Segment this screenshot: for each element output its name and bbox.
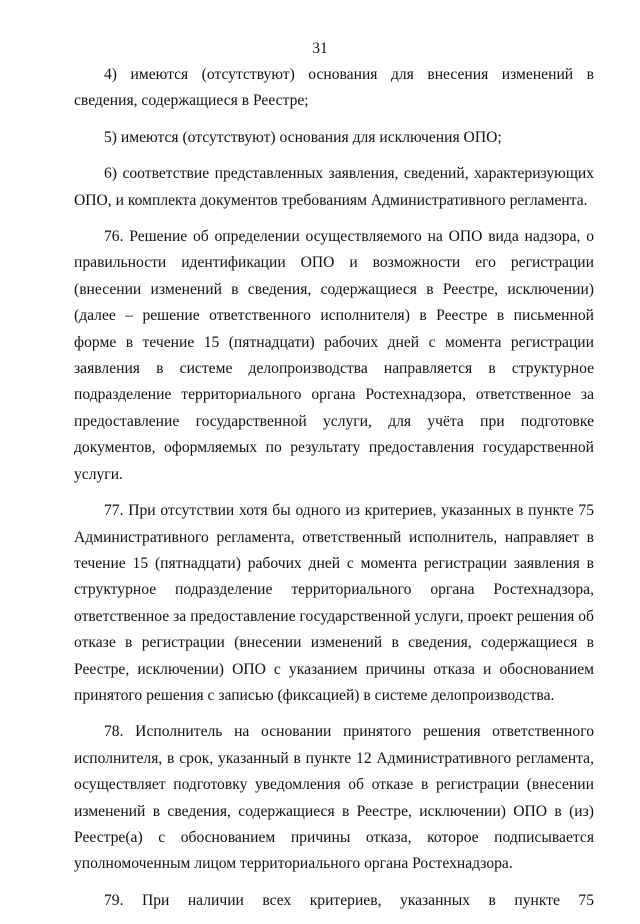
document-body: [74, 62, 594, 924]
paragraph-item-6: 6) соответствие представленных заявления, сведений, характеризующих ОПО, и комплекта документов требованиям Административного регламента.: [74, 165, 594, 209]
paragraph-77: 77. При отсутствии хотя бы одного из критериев, указанных в пункте 75 Административного регламента, ответственный исполнитель, направляет в течение 15 (пятнадцати) рабочих дней с момента регистрации заявления в структурное подразделение территориального органа Ростехнадзора, ответственное за предоставление государственной услуги, проект решения об отказе в регистрации (внесении изменений в сведения, содержащиеся в Реестре, исключении) ОПО с указанием причины отказа и обоснованием принятого решения с записью (фиксацией) в системе делопроизводства.: [74, 502, 594, 704]
paragraph-item-5: 5) имеются (отсутствуют) основания для исключения ОПО;: [104, 128, 502, 146]
page-number: 31: [312, 40, 328, 57]
paragraph-79: 79. При наличии всех критериев, указанных в пункте 75: [104, 891, 594, 909]
paragraph-item-4: 4) имеются (отсутствуют) основания для внесения изменений в сведения, содержащиеся в Реестре;: [74, 66, 594, 110]
paragraph-76: 76. Решение об определении осуществляемого на ОПО вида надзора, о правильности идентификации ОПО и возможности его регистрации (внесении изменений в сведения, содержащиеся в Реестре, исключении) (далее – решение ответственного исполнителя) в Реестре в письменной форме в течение 15 (пятнадцати) рабочих дней с момента регистрации заявления в системе делопроизводства направляется в структурное подразделение территориального органа Ростехнадзора, ответственное за предоставление государственной услуги, для учёта при подготовке документов, оформляемых по результату предоставления государственной услуги.: [74, 228, 594, 483]
paragraph-78: 78. Исполнитель на основании принятого решения ответственного исполнителя, в срок, указанный в пункте 12 Административного регламента, осуществляет подготовку уведомления об отказе в регистрации (внесении изменений в сведения, содержащиеся в Реестре, исключении) ОПО в (из) Реестре(а) с обоснованием причины отказа, которое подписывается уполномоченным лицом территориального органа Ростехнадзора.: [74, 723, 594, 873]
